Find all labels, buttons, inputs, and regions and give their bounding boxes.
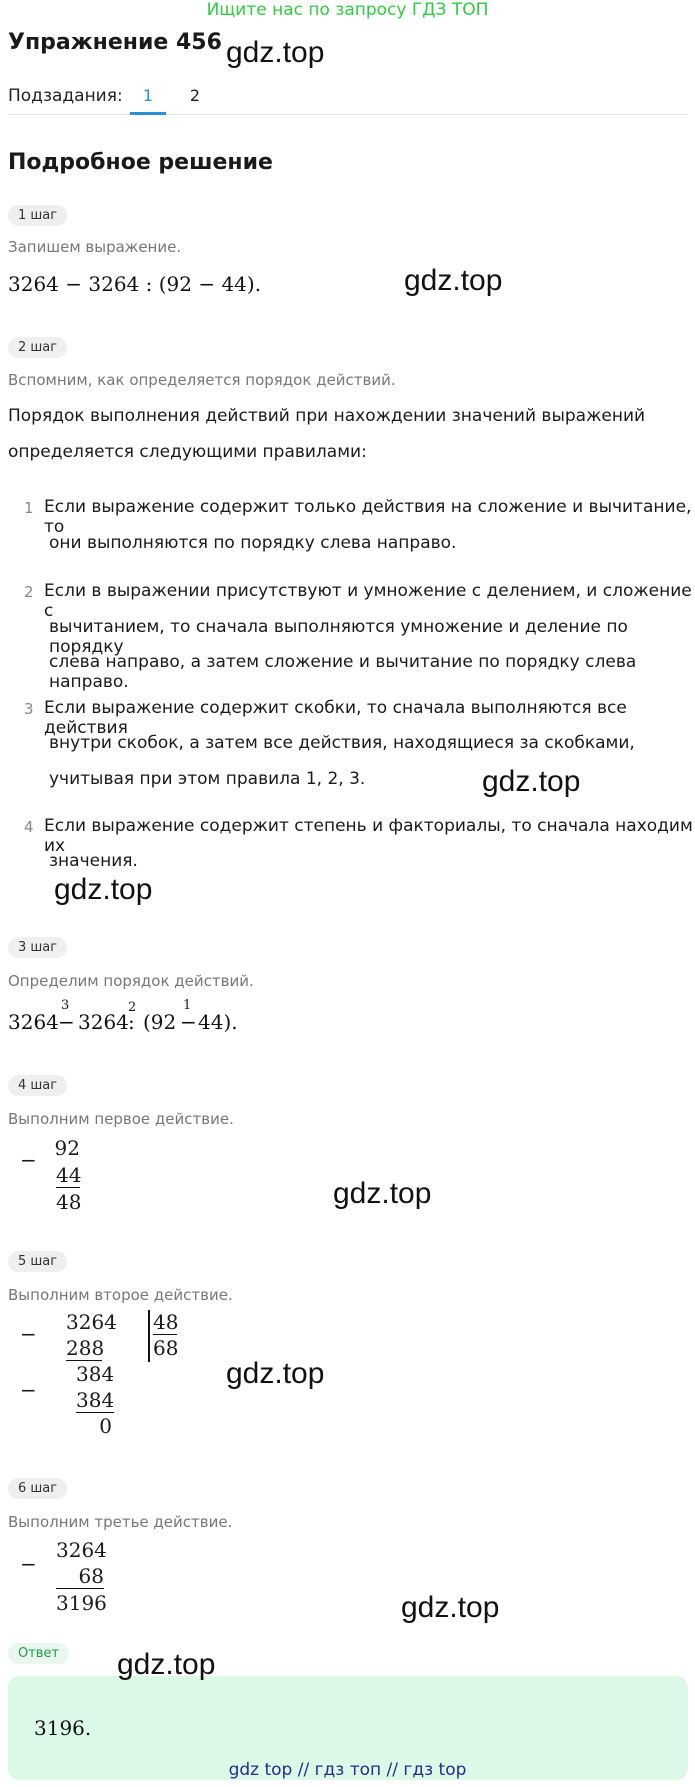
step-badge: 4 шаг — [8, 1075, 67, 1096]
order-number: 2 — [128, 1000, 137, 1015]
remainder: 0 — [99, 1414, 112, 1438]
expr-operator: − — [58, 1010, 75, 1034]
watermark: gdz.top — [117, 1648, 216, 1681]
column-number: 44 — [56, 1163, 82, 1187]
step-caption: Запишем выражение. — [8, 238, 182, 256]
column-number: 68 — [56, 1564, 104, 1589]
list-number: 4 — [24, 818, 34, 836]
tabs-divider — [8, 114, 688, 115]
list-item-line: Если выражение содержит степень и факториалы, то сначала находим их — [44, 816, 693, 856]
list-item-line: вычитанием, то сначала выполняются умножение и деление по порядку — [49, 617, 628, 657]
list-item-line: учитывая при этом правила 1, 2, 3. — [49, 769, 366, 789]
step-badge: 6 шаг — [8, 1478, 67, 1499]
tab-subtask-2[interactable]: 2 — [189, 86, 201, 105]
step-badge: 5 шаг — [8, 1251, 67, 1272]
list-number: 2 — [24, 583, 34, 601]
answer-value: 3196. — [34, 1716, 92, 1740]
step-caption: Выполним второе действие. — [8, 1286, 233, 1304]
list-item-line: внутри скобок, а затем все действия, находящиеся за скобками, — [49, 733, 635, 753]
column-number: 3264 — [56, 1538, 107, 1562]
step-badge: 2 шаг — [8, 337, 67, 358]
list-item-line: Если выражение содержит только действия на сложение и вычитание, то — [44, 497, 692, 537]
expr-term: (92 — [143, 1010, 177, 1034]
column-operator: − — [20, 1378, 37, 1402]
dividend: 3264 — [66, 1310, 117, 1334]
list-item-line: Если в выражении присутствуют и умножение с делением, и сложение с — [44, 581, 692, 621]
paragraph-line: определяется следующими правилами: — [8, 442, 367, 462]
step-caption: Выполним третье действие. — [8, 1513, 233, 1531]
watermark: gdz.top — [226, 36, 325, 69]
expr-term: 3264 — [8, 1010, 59, 1034]
active-tab-indicator — [130, 112, 166, 115]
watermark: gdz.top — [482, 765, 581, 798]
list-number: 1 — [24, 499, 34, 517]
footer-links[interactable]: gdz top // гдз топ // гдз top — [228, 1760, 467, 1780]
expression: 3264 − 3264 : (92 − 44). — [8, 272, 262, 296]
tab-subtask-1[interactable]: 1 — [142, 86, 154, 105]
step-caption: Вспомним, как определяется порядок действий. — [8, 371, 396, 389]
step-badge: 1 шаг — [8, 205, 67, 226]
column-operator: − — [20, 1148, 37, 1172]
step-caption: Определим порядок действий. — [8, 972, 254, 990]
order-number: 3 — [61, 998, 70, 1013]
list-number: 3 — [24, 700, 34, 718]
remainder: 384 — [76, 1362, 115, 1386]
list-item-line: слева направо, а затем сложение и вычитание по порядку слева направо. — [49, 652, 637, 692]
division-bar — [148, 1310, 150, 1362]
column-result: 3196 — [56, 1591, 107, 1615]
watermark: gdz.top — [404, 264, 503, 297]
column-result: 48 — [56, 1190, 82, 1214]
list-item-line: Если выражение содержит скобки, то сначала выполняются все действия — [44, 698, 627, 738]
expr-term: 3264 — [78, 1010, 129, 1034]
paragraph-line: Порядок выполнения действий при нахождении значений выражений — [8, 406, 646, 426]
step-badge: 3 шаг — [8, 937, 67, 958]
expr-operator: − — [180, 1010, 197, 1034]
watermark: gdz.top — [54, 873, 153, 906]
step-caption: Выполним первое действие. — [8, 1110, 234, 1128]
answer-badge: Ответ — [8, 1643, 69, 1664]
solution-heading: Подробное решение — [8, 150, 273, 175]
list-item-line: значения. — [49, 851, 138, 871]
partial-product: 384 — [76, 1388, 115, 1412]
search-banner: Ищите нас по запросу ГДЗ ТОП — [206, 0, 489, 20]
partial-product: 288 — [66, 1336, 105, 1360]
watermark: gdz.top — [333, 1177, 432, 1210]
expr-operator: : — [128, 1010, 135, 1034]
quotient: 68 — [153, 1336, 179, 1360]
subtasks-label: Подзадания: — [8, 86, 123, 106]
expr-term: 44). — [198, 1010, 238, 1034]
column-operator: − — [20, 1552, 37, 1576]
page-title: Упражнение 456 — [8, 30, 222, 55]
watermark: gdz.top — [226, 1357, 325, 1390]
divisor: 48 — [153, 1310, 179, 1334]
column-number: 92 — [54, 1136, 80, 1160]
list-item-line: они выполняются по порядку слева направо. — [49, 533, 457, 553]
order-number: 1 — [183, 998, 192, 1013]
watermark: gdz.top — [401, 1591, 500, 1624]
column-operator: − — [20, 1322, 37, 1346]
